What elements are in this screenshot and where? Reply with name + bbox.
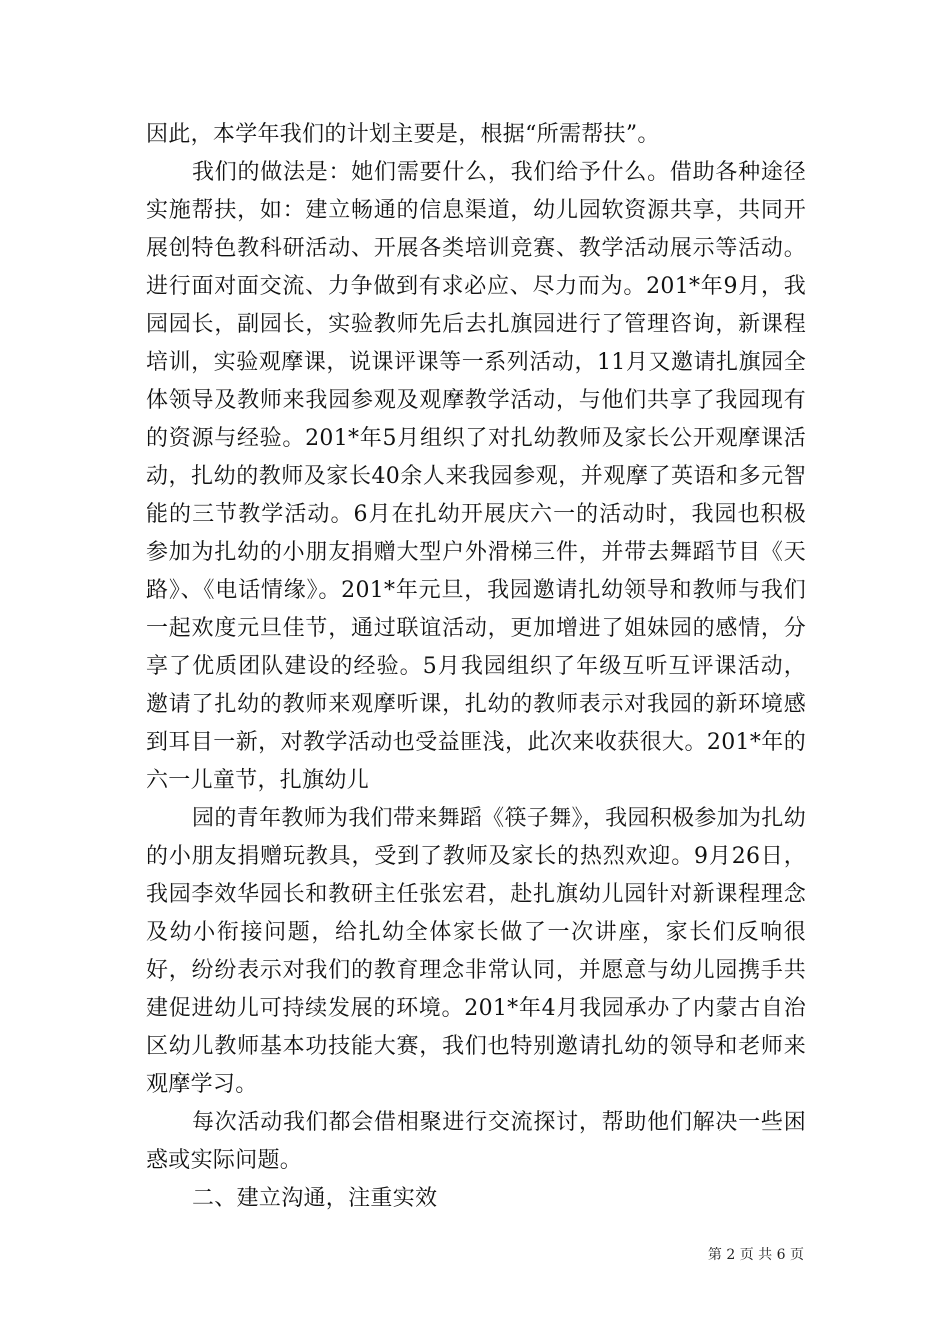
paragraph-method: 我们的做法是：她们需要什么，我们给予什么。借助各种途径实施帮扶，如：建立畅通的信息渠道，幼儿园软资源共享，共同开展创特色教科研活动、开展各类培训竞赛、教学活动展示等活动。进行面对面交流、力争做到有求必应、尽力而为。201*年9月，我园园长，副园长，实验教师先后去扎旗园进行了管理咨询，新课程培训，实验观摩课，说课评课等一系列活动，11月又邀请扎旗园全体领导及教师来我园参观及观摩教学活动，与他们共享了我园现有的资源与经验。201*年5月组织了对扎幼教师及家长公开观摩课活动，扎幼的教师及家长40余人来我园参观，并观摩了英语和多元智能的三节教学活动。6月在扎幼开展庆六一的活动时，我园也积极参加为扎幼的小朋友捐赠大型户外滑梯三件，并带去舞蹈节目《天路》、《电话情缘》。201*年元旦，我园邀请扎幼领导和教师与我们一起欢度元旦佳节，通过联谊活动，更加增进了姐妹园的感情，分享了优质团队建设的经验。5月我园组织了年级互听互评课活动，邀请了扎幼的教师来观摩听课，扎幼的教师表示对我园的新环境感到耳目一新，对教学活动也受益匪浅，此次来收获很大。201*年的六一儿童节，扎旗幼儿 xyxy=(146,160,806,793)
page-number: 第 2 页 共 6 页 xyxy=(707,1247,804,1263)
paragraph-continuation: 园的青年教师为我们带来舞蹈《筷子舞》，我园积极参加为扎幼的小朋友捐赠玩教具，受到了教师及家长的热烈欢迎。9月26日，我园李效华园长和教研主任张宏君，赴扎旗幼儿园针对新课程理念及幼小衔接问题，给扎幼全体家长做了一次讲座，家长们反响很好，纷纷表示对我们的教育理念非常认同，并愿意与幼儿园携手共建促进幼儿可持续发展的环境。201*年4月我园承办了内蒙古自治区幼儿教师基本功技能大赛，我们也特别邀请扎幼的领导和老师来观摩学习。 xyxy=(146,806,806,1097)
paragraph-discussion: 每次活动我们都会借相聚进行交流探讨，帮助他们解决一些困惑或实际问题。 xyxy=(146,1110,806,1173)
paragraph-intro: 因此，本学年我们的计划主要是，根据“所需帮扶”。 xyxy=(146,122,660,147)
document-body xyxy=(146,116,806,1218)
section-heading: 二、建立沟通，注重实效 xyxy=(192,1186,438,1211)
